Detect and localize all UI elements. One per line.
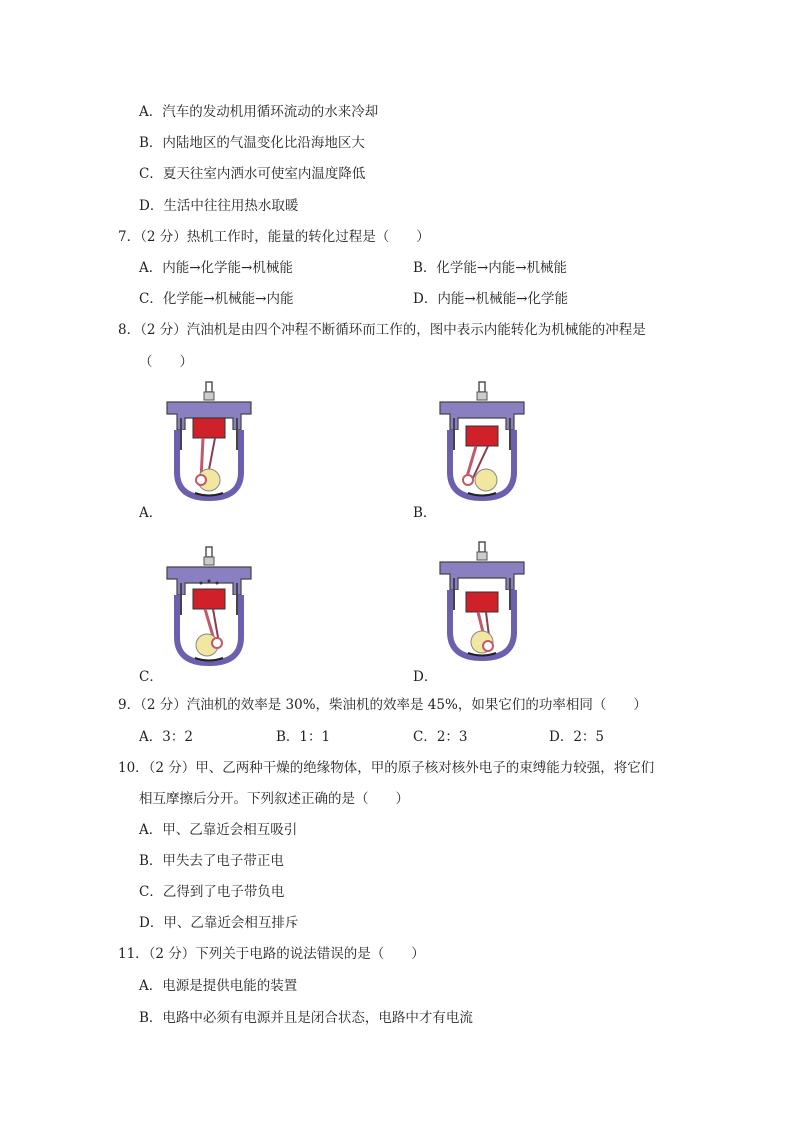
q9-stem: 9．（2 分）汽油机的效率是 30%，柴油机的效率是 45%，如果它们的功率相同（ ）: [118, 697, 647, 713]
q8-option-c-label: C．: [139, 669, 163, 685]
q10-option-a: A．甲、乙靠近会相互吸引: [139, 822, 298, 838]
engine-stroke-b-figure: [436, 380, 528, 502]
q9-option-d: D．2：5: [549, 729, 605, 745]
q6-option-d: D．生活中往往用热水取暖: [139, 198, 299, 214]
q6-option-a: A．汽车的发动机用循环流动的水来冷却: [139, 104, 379, 120]
q6-option-c: C．夏天往室内洒水可使室内温度降低: [139, 166, 366, 182]
q10-stem-line2: 相互摩擦后分开。下列叙述正确的是（ ）: [139, 791, 409, 807]
q8-option-d-label: D．: [413, 669, 438, 685]
spark-plug-icon: [204, 382, 214, 400]
q8-option-a-label: A．: [139, 505, 163, 521]
q8-stem-line1: 8．（2 分）汽油机是由四个冲程不断循环而工作的，图中表示内能转化为机械能的冲程是: [118, 322, 646, 338]
q8-stem-line2: （ ）: [139, 354, 193, 370]
q9-option-b: B．1：1: [276, 729, 331, 745]
engine-stroke-a-figure: [163, 380, 255, 502]
q9-option-c: C．2：3: [413, 729, 468, 745]
q11-option-a: A．电源是提供电能的装置: [139, 978, 298, 994]
engine-stroke-c-figure: [163, 545, 255, 667]
spark-plug-icon: [477, 382, 487, 400]
q11-stem: 11．（2 分）下列关于电路的说法错误的是（ ）: [118, 946, 425, 962]
q7-option-d: D．内能→机械能→化学能: [413, 291, 568, 307]
spark-plug-icon: [204, 547, 214, 565]
engine-stroke-d-figure: [436, 540, 528, 662]
q10-option-c: C．乙得到了电子带负电: [139, 884, 285, 900]
q10-option-b: B．甲失去了电子带正电: [139, 853, 284, 869]
q8-option-b-label: B．: [413, 505, 437, 521]
q9-option-a: A．3：2: [139, 729, 193, 745]
q10-stem-line1: 10．（2 分）甲、乙两种干燥的绝缘物体，甲的原子核对核外电子的束缚能力较强，将它们: [118, 760, 655, 776]
q7-option-c: C．化学能→机械能→内能: [139, 291, 294, 307]
q6-option-b: B．内陆地区的气温变化比沿海地区大: [139, 135, 365, 151]
spark-plug-icon: [477, 542, 487, 560]
q7-stem: 7．（2 分）热机工作时，能量的转化过程是（ ）: [118, 229, 430, 245]
q10-option-d: D．甲、乙靠近会相互排斥: [139, 915, 299, 931]
q7-option-a: A．内能→化学能→机械能: [139, 260, 293, 276]
q11-option-b: B．电路中必须有电源并且是闭合状态，电路中才有电流: [139, 1010, 473, 1026]
q7-option-b: B．化学能→内能→机械能: [413, 260, 568, 276]
